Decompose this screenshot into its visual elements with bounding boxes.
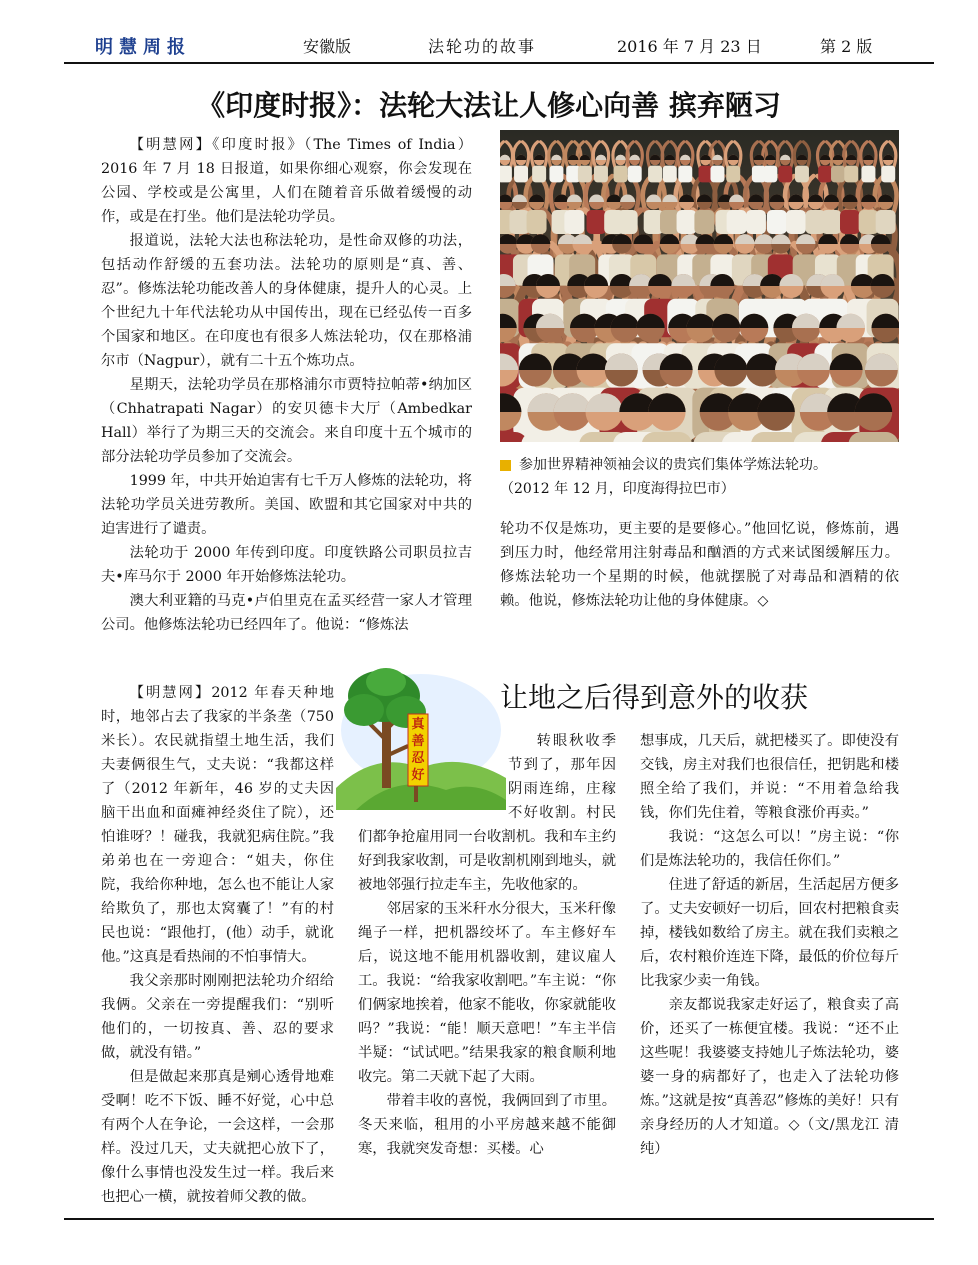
- person-body: [509, 210, 529, 234]
- person-body: [767, 210, 787, 234]
- paragraph: 【明慧网】《印度时报》（The Times of India）2016 年 7 月 18 日报道，如果你细心观察，你会发现在公园、学校或是公寓里，人们在随着音乐做着缓慢的动作，或是在打坐。他们是法轮功学员。: [101, 137, 472, 225]
- person-body: [694, 210, 714, 234]
- person-body: [726, 166, 740, 183]
- tree-wrap-spacer: [358, 729, 508, 825]
- person-body: [618, 210, 638, 234]
- person-body: [564, 210, 584, 234]
- person-body: [795, 166, 809, 183]
- caption-square-icon: [500, 460, 511, 471]
- paragraph: 想事成，几天后，就把楼买了。即使没有交钱，房主对我们也很信任，把钥匙和楼照全给了我们，并说：“不用着急给我钱，你们先住着，等粮食涨价再卖。”: [640, 733, 899, 821]
- paragraph: 1999 年，中共开始迫害有七千万人修炼的法轮功，将法轮功学员关进劳教所。美国、欧盟和其它国家对中共的迫害进行了谴责。: [101, 473, 472, 537]
- person-body: [763, 166, 777, 183]
- person-body: [614, 166, 628, 183]
- section-label: 法轮功的故事: [428, 37, 537, 56]
- article2-col2: [358, 729, 616, 1161]
- paragraph: 我父亲那时刚刚把法轮功介绍给我俩。父亲在一旁提醒我们：“别听他们的，一切按真、善、忍的要求做，就没有错。”: [101, 973, 334, 1061]
- paragraph: 法轮功于 2000 年传到印度。印度铁路公司职员拉吉夫•库马尔于 2000 年开始修炼法轮功。: [101, 545, 472, 585]
- person-body: [818, 166, 832, 183]
- paragraph: 带着丰收的喜悦，我俩回到了市里。冬天来临，租用的小平房越来越不能御寒，我就突发奇想：买楼。心: [358, 1093, 616, 1157]
- issue-date: 2016 年 7 月 23 日: [617, 37, 762, 56]
- person-body: [786, 210, 806, 234]
- person-body: [821, 210, 841, 234]
- person-body: [710, 166, 724, 183]
- person-body: [844, 166, 858, 183]
- paragraph: 【明慧网】2012 年春天种地时，地邻占去了我家的半条垄（750 米长）。农民就指望土地生活，我们夫妻俩很生气，丈夫说：“我都这样了（2012 年新年，46 岁的丈夫因脑干出血和面瘫神经炎住了院），还怕谁呀？！碰我，我就犯病住院。”我弟弟也在一旁迎合：“姐夫，你住院，我给你种地，怎么也不能让人家给欺负了，那也太窝囊了！”有的村民也说：“跟他打，(他）动手，就讹他。”这真是看热闹的不怕事情大。: [101, 685, 334, 965]
- tree-sign-text: 真善忍好: [411, 717, 425, 783]
- person-body: [699, 166, 713, 183]
- person-body: [831, 166, 845, 183]
- paragraph: 星期天，法轮功学员在那格浦尔市贾特拉帕蒂•纳加区（Chhatrapati Nagar）的安贝德卡大厅（Ambedkar Hall）举行了为期三天的交流会。来自印度十五个城市的部分法轮功学员参加了交流会。: [101, 377, 472, 465]
- paragraph: 轮功不仅是炼功，更主要的是要修心。”他回忆说，修炼前，遇到压力时，他经常用注射毒品和酗酒的方式来试图缓解压力。修炼法轮功一个星期的时候，他就摆脱了对毒品和酒精的依赖。他说，修炼法轮功让他的身体健康。◇: [500, 521, 899, 609]
- person-body: [648, 166, 662, 183]
- crowd-exercise-photo: [500, 130, 899, 442]
- person-body: [642, 432, 692, 442]
- person-body: [848, 432, 898, 442]
- person-body: [840, 210, 860, 234]
- person-body: [881, 166, 895, 183]
- person-body: [514, 166, 528, 183]
- page-number: 第 2 版: [820, 37, 873, 56]
- article1-col1: [101, 133, 472, 637]
- caption-line2: （2012 年 12 月，印度海得拉巴市）: [500, 481, 735, 497]
- person-body: [594, 166, 608, 183]
- article2-col1: [101, 681, 334, 1209]
- photo-caption: [500, 453, 900, 501]
- paragraph: 报道说，法轮大法也称法轮功，是性命双修的功法，包括动作舒缓的五套功法。法轮功的原则是“真、善、忍”。修炼法轮功能改善人的身体健康，提升人的心灵。上个世纪九十年代法轮功从中国传出，现在已经弘传一百多个国家和地区。在印度也有很多人炼法轮功，仅在那格浦尔市（Nagpur），就有二十五个炼功点。: [101, 233, 472, 369]
- person-body: [628, 166, 642, 183]
- footer-rule: [64, 1218, 934, 1220]
- paragraph: 我说：“这怎么可以！”房主说：“你们是炼法轮功的，我信任你们。”: [640, 829, 899, 869]
- person-body: [751, 432, 801, 442]
- person-body: [677, 210, 697, 234]
- article1-col2: [500, 517, 899, 613]
- paragraph: 澳大利亚籍的马克•卢伯里克在孟买经营一家人才管理公司。他修炼法轮功已经四年了。他说：“修炼法: [101, 593, 472, 633]
- edition-label: 安徽版: [303, 37, 352, 56]
- paragraph: 住进了舒适的新居，生活起居方便多了。丈夫安顿好一切后，回农村把粮食卖掉，楼钱如数给了房主。就在我们卖粮之后，农村粮价连连下降，最低的价位每斤比我家少卖一角钱。: [640, 877, 899, 989]
- person-body: [532, 166, 546, 183]
- person-body: [746, 210, 766, 234]
- person-body: [578, 166, 592, 183]
- header-rule: [64, 62, 934, 64]
- person-body: [500, 166, 512, 183]
- person-body: [861, 166, 875, 183]
- article2-col3: [640, 729, 899, 1161]
- article1-title: 《印度时报》：法轮大法让人修心向善 摈弃陋习: [197, 89, 781, 122]
- person-body: [727, 210, 747, 234]
- person-body: [549, 166, 563, 183]
- caption-line1: 参加世界精神领袖会议的贵宾们集体学炼法轮功。: [519, 457, 827, 473]
- paragraph: 但是做起来那真是剜心透骨地难受啊！吃不下饭、睡不好觉，心中总有两个人在争论，一会这样，一会那样。没过几天，丈夫就把心放下了，像什么事情也没发生过一样。我后来也把心一横，就按着师父教的做。: [101, 1069, 334, 1205]
- person-body: [876, 210, 896, 234]
- paragraph: 转眼秋收季节到了，那年因阴雨连绵，庄稼不好收割。村民们都争抢雇用同一台收割机。我和车主约好到我家收割，可是收割机刚到地头，就被地邻强行拉走车主，先收他家的。: [358, 733, 616, 893]
- paragraph: 邻居家的玉米秆水分很大，玉米秆像绳子一样，把机器绞坏了。车主修好车后，说这地不能用机器收割，建议雇人工。我说：“给我家收割吧。”车主说：“你们俩家地挨着，他家不能收，你家就能收吗？”我说：“能！顺天意吧！”车主半信半疑：“试试吧。”结果我家的粮食顺利地收完。第二天就下起了大雨。: [358, 901, 616, 1085]
- person-body: [527, 210, 547, 234]
- paragraph: 亲友都说我家走好运了，粮食卖了高价，还买了一栋便宜楼。我说：“还不止这些呢！我婆婆支持她儿子炼法轮功，婆婆一身的病都好了，也走入了法轮功修炼。”这就是按“真善忍”修炼的美好！只有亲身经历的人才知道。◇（文/黑龙江 清纯）: [640, 997, 899, 1157]
- article2-title: 让地之后得到意外的收获: [500, 681, 809, 714]
- newspaper-brand: 明慧周报: [95, 37, 191, 58]
- person-body: [663, 166, 677, 183]
- person-body: [778, 166, 792, 183]
- person-body: [587, 210, 607, 234]
- person-body: [678, 166, 692, 183]
